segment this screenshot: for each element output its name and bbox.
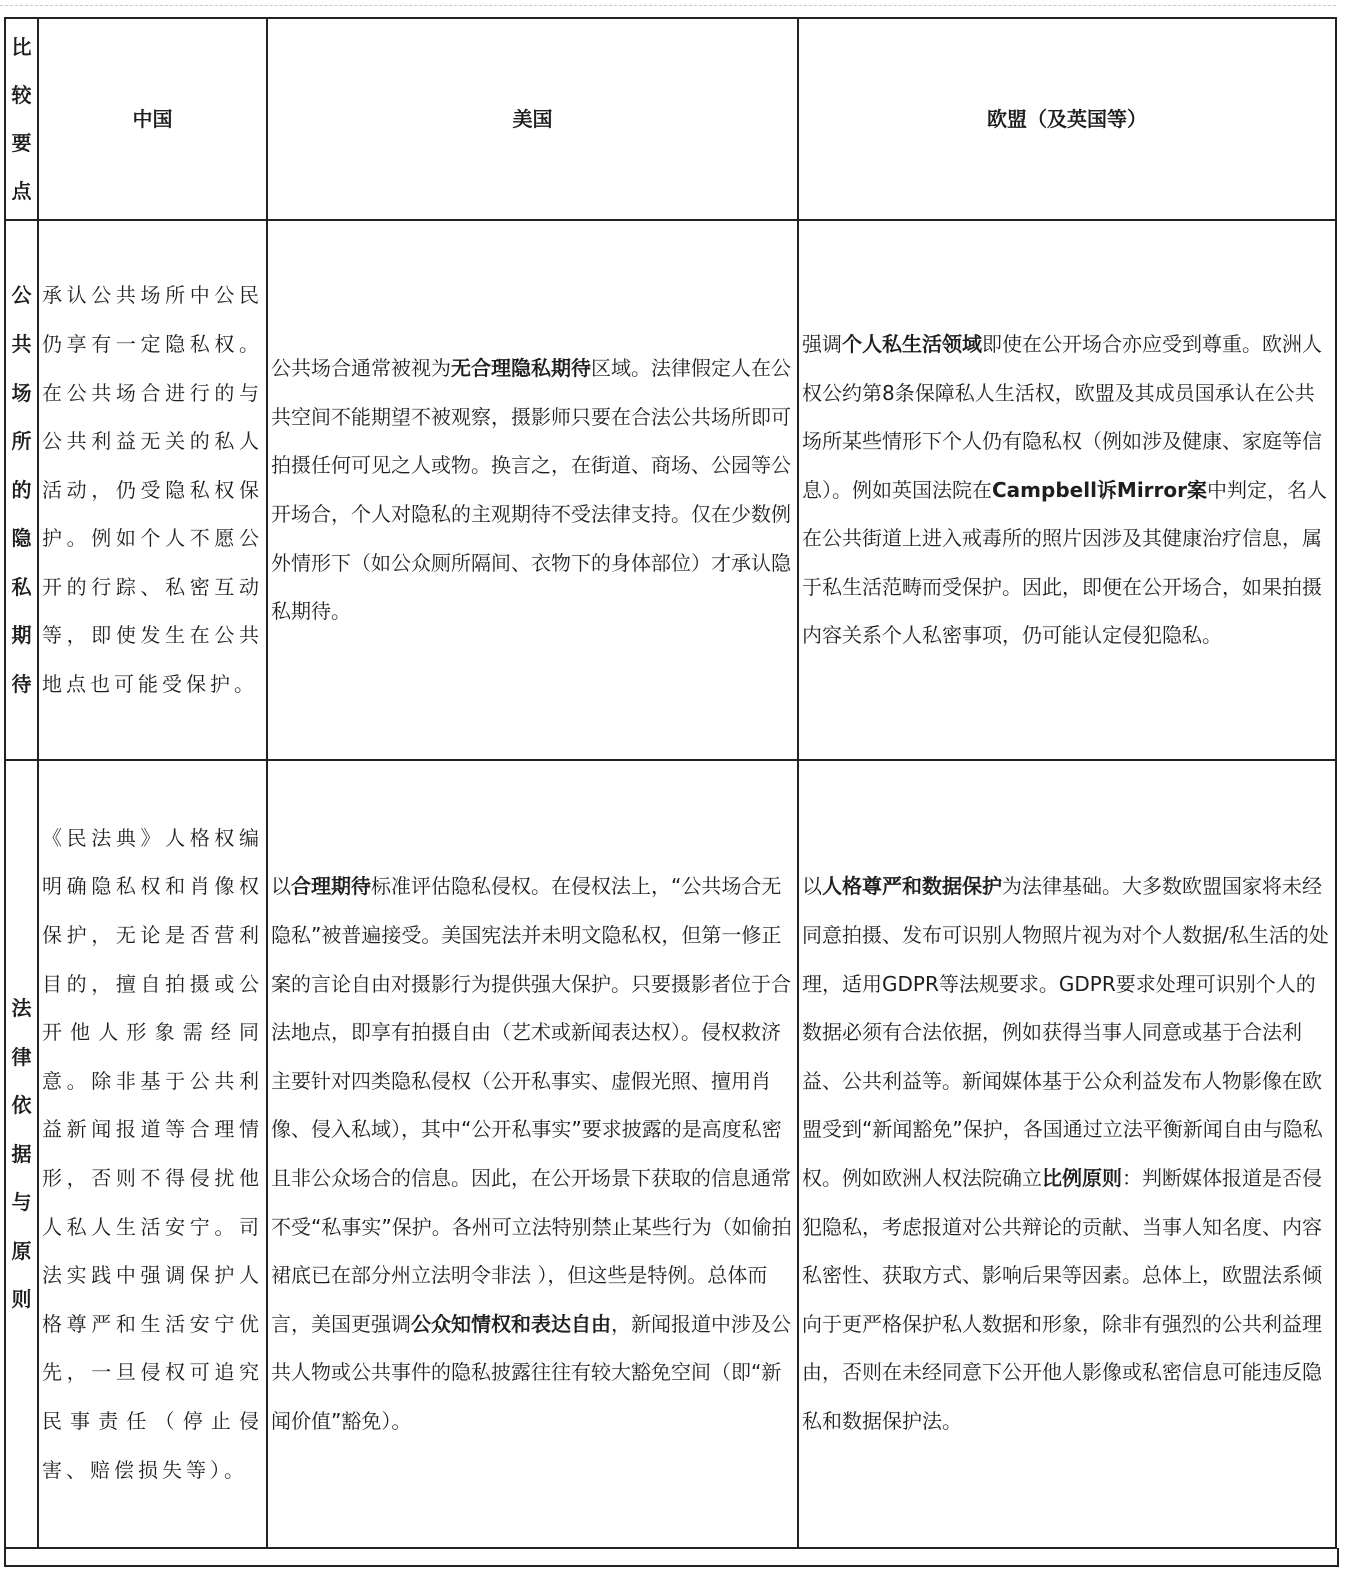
emphasis-text: 公众知情权和表达自由 [411, 1311, 611, 1336]
emphasis-text: 个人私生活领域 [842, 331, 982, 356]
cell-text: 标准评估隐私侵权。在侵权法上，“公共场合无隐私”被普遍接受。美国宪法并未明文隐私权，但第一修正案的言论自由对摄影行为提供强大保护。只要摄影者位于合法地点，即享有拍摄自由（艺术或新闻表达权）。侵权救济主要针对四类隐私侵权（公开私事实、虚假光照、擅用肖像、侵入私域），其中“公开私事实”要求披露的是高度私密且非公众场合的信息。因此，在公开场景下获取的信息通常不受“私事实”保护。各州可立法特别禁止某些行为（如偷拍裙底已在部分州立法明令非法 ），但这些是特例。总体而言，美国更强调 [271, 874, 792, 1336]
cell-text: 承认公共场所中公民仍享有一定隐私权。在公共场合进行的与公共利益无关的私人活动，仍受隐私权保护。例如个人不愿公开的行踪、私密互动等，即使发生在公共地点也可能受保护。 [42, 283, 263, 697]
header-point-cell [5, 18, 38, 220]
emphasis-text: 人格尊严和数据保护 [822, 874, 1002, 899]
cell-text: ，新闻报道中涉及公共人物或公共事件的隐私披露往往有较大豁免空间（即“新闻价值”豁免）。 [271, 1311, 791, 1433]
row-point-cell [5, 220, 38, 760]
header-point-char: 点 [11, 179, 32, 203]
point-char: 待 [11, 672, 32, 697]
header-point-char: 较 [11, 83, 32, 107]
header-point-char: 比 [11, 35, 32, 59]
point-char: 期 [11, 623, 32, 648]
emphasis-text: 无合理隐私期待 [451, 356, 591, 381]
emphasis-text: 合理期待 [291, 874, 371, 899]
point-char: 共 [11, 331, 32, 356]
cell-text: 即使在公开场合亦应受到尊重。欧洲人权公约第8条保障私人生活权，欧盟及其成员国承认在公共场所某些情形下个人仍有隐私权（例如涉及健康、家庭等信息）。例如英国法院在 [802, 331, 1322, 502]
cell-usa [267, 220, 798, 760]
header-china: 中国 [38, 18, 267, 220]
cell-china [38, 220, 267, 760]
cell-text: 中判定，名人在公共街道上进入戒毒所的照片因涉及其健康治疗信息，属于私生活范畴而受保护。因此，即便在公开场合，如果拍摄内容关系个人私密事项，仍可能认定侵犯隐私。 [802, 477, 1328, 648]
point-char: 的 [11, 477, 32, 502]
row-legal-basis [5, 760, 1336, 1548]
point-char: 法 [11, 995, 32, 1020]
cell-text: 公共场合通常被视为 [271, 356, 451, 381]
top-dashed-divider [0, 5, 1336, 6]
point-char: 依 [11, 1093, 32, 1118]
comparison-table [4, 17, 1337, 1549]
cell-text: 强调 [802, 331, 842, 356]
point-char: 则 [11, 1287, 32, 1312]
cell-text: ：判断媒体报道是否侵犯隐私，考虑报道对公共辩论的贡献、当事人知名度、内容私密性、获取方式、影响后果等因素。总体上，欧盟法系倾向于更严格保护私人数据和形象，除非有强烈的公共利益理由，否则在未经同意下公开他人影像或私密信息可能违反隐私和数据保护法。 [802, 1166, 1322, 1433]
point-char: 原 [11, 1238, 32, 1263]
header-eu: 欧盟（及英国等） [798, 18, 1336, 220]
point-char: 据 [11, 1141, 32, 1166]
bottom-frame [4, 1548, 1339, 1567]
header-point-char: 要 [11, 131, 32, 155]
emphasis-text: Campbell诉Mirror案 [992, 477, 1208, 502]
cell-eu [798, 760, 1336, 1548]
cell-usa [267, 760, 798, 1548]
row-public-privacy-expectation [5, 220, 1336, 760]
point-char: 所 [11, 429, 32, 454]
cell-eu [798, 220, 1336, 760]
cell-text: 以 [271, 874, 291, 899]
cell-text: 以 [802, 874, 822, 899]
point-char: 隐 [11, 526, 32, 551]
row-point-cell [5, 760, 38, 1548]
point-char: 公 [11, 283, 32, 308]
point-char: 私 [11, 574, 32, 599]
emphasis-text: 比例原则 [1042, 1166, 1122, 1190]
cell-text: 为法律基础。大多数欧盟国家将未经同意拍摄、发布可识别人物照片视为对个人数据/私生活的处理，适用GDPR等法规要求。GDPR要求处理可识别个人的数据必须有合法依据，例如获得当事人同意或基于合法利益、公共利益等。新闻媒体基于公众利益发布人物影像在欧盟受到“新闻豁免”保护，各国通过立法平衡新闻自由与隐私权。例如欧洲人权法院确立 [802, 874, 1329, 1190]
point-char: 与 [11, 1190, 32, 1215]
cell-china [38, 760, 267, 1548]
cell-text: 《民法典》人格权编明确隐私权和肖像权保护，无论是否营利目的，擅自拍摄或公开他人形象需经同意。除非基于公共利益新闻报道等合理情形，否则不得侵扰他人私人生活安宁。司法实践中强调保护人格尊严和生活安宁优先，一旦侵权可追究民事责任（停止侵害、赔偿损失等）。 [42, 825, 263, 1482]
point-char: 律 [11, 1044, 32, 1069]
table-header-row [5, 18, 1336, 220]
point-char: 场 [11, 380, 32, 405]
cell-text: 区域。法律假定人在公共空间不能期望不被观察，摄影师只要在合法公共场所即可拍摄任何可见之人或物。换言之，在街道、商场、公园等公开场合，个人对隐私的主观期待不受法律支持。仅在少数例外情形下（如公众厕所隔间、衣物下的身体部位）才承认隐私期待。 [271, 356, 791, 624]
header-usa: 美国 [267, 18, 798, 220]
